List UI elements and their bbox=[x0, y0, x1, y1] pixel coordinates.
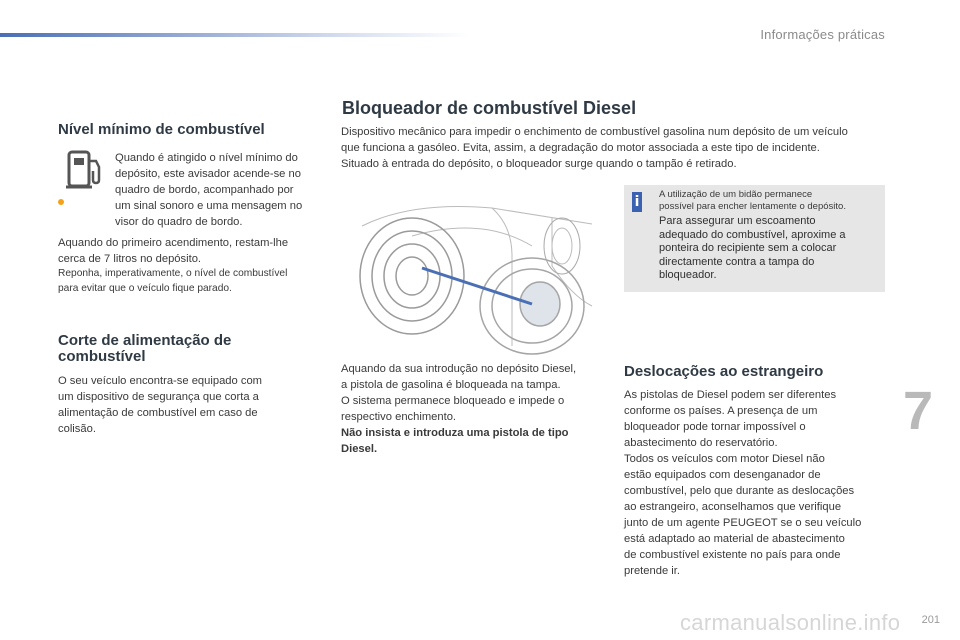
nivel-line-1: Quando é atingido o nível mínimo do bbox=[115, 152, 298, 164]
warning-bold-line-2: Diesel. bbox=[341, 443, 378, 455]
chapter-number: 7 bbox=[903, 381, 934, 441]
intro-line-2: que funciona a gasóleo. Evita, assim, a degradação do motor associada a este tipo de incidente. bbox=[341, 142, 820, 154]
below-line-1: Aquando da sua introdução no depósito Diesel, bbox=[341, 363, 577, 375]
corte-title-line-2: combustível bbox=[58, 348, 146, 365]
below-line-2: a pistola de gasolina é bloqueada na tampa. bbox=[341, 379, 561, 391]
info-small-line-2: possível para encher lentamente o depósito. bbox=[659, 201, 846, 212]
info-main-line-3: ponteira do recipiente sem a colocar bbox=[659, 242, 837, 254]
intro-line-3: Situado à entrada do depósito, o bloqueador surge quando o tampão é retirado. bbox=[341, 158, 737, 170]
desloc-line-6: estão equipados com desenganador de bbox=[624, 469, 821, 481]
info-main-line-1: Para assegurar um escoamento bbox=[659, 215, 816, 227]
info-main-line-2: adequado do combustível, aproxime a bbox=[659, 228, 846, 241]
fuel-pump-icon bbox=[66, 149, 106, 191]
section-header-title: Informações práticas bbox=[760, 27, 885, 42]
warning-light-dot bbox=[58, 199, 64, 205]
diesel-misfuel-device-illustration bbox=[352, 196, 598, 356]
main-title: Bloqueador de combustível Diesel bbox=[342, 98, 637, 118]
desloc-line-5: Todos os veículos com motor Diesel não bbox=[624, 453, 825, 465]
info-small-line-1: A utilização de um bidão permanece bbox=[659, 189, 813, 200]
desloc-line-11: de combustível existente no país para onde bbox=[624, 549, 841, 561]
desloc-line-3: bloqueador pode tornar impossível o bbox=[624, 421, 806, 433]
corte-line-3: alimentação de combustível em caso de bbox=[58, 407, 258, 419]
nivel-p3-line-2: para evitar que o veículo fique parado. bbox=[58, 283, 232, 294]
desloc-line-10: está adaptado ao material de abastecimento bbox=[624, 533, 845, 545]
nivel-minimo-title: Nível mínimo de combustível bbox=[58, 121, 265, 138]
nivel-p2-line-1: Aquando do primeiro acendimento, restam-lhe bbox=[58, 237, 289, 249]
desloc-line-2: conforme os países. A presença de um bbox=[624, 405, 818, 417]
nivel-line-4: um sinal sonoro e uma mensagem no bbox=[115, 200, 303, 212]
warning-bold-line-1: Não insista e introduza uma pistola de tipo bbox=[341, 427, 569, 439]
nivel-p2-line-2: cerca de 7 litros no depósito. bbox=[58, 253, 202, 265]
page-number: 201 bbox=[921, 614, 940, 626]
info-main-line-4: directamente contra a tampa do bbox=[659, 255, 815, 268]
corte-line-2: um dispositivo de segurança que corta a bbox=[58, 391, 259, 403]
header-gradient-bar bbox=[0, 33, 470, 37]
corte-line-4: colisão. bbox=[58, 423, 96, 435]
below-line-3: O sistema permanece bloqueado e impede o bbox=[341, 395, 565, 407]
nivel-line-2: depósito, este avisador acende-se no bbox=[115, 168, 301, 180]
nivel-line-3: quadro de bordo, acompanhado por bbox=[115, 184, 294, 196]
info-icon: i bbox=[632, 192, 642, 212]
desloc-line-1: As pistolas de Diesel podem ser diferentes bbox=[624, 389, 837, 401]
desloc-line-12: pretende ir. bbox=[624, 565, 680, 577]
desloc-line-4: abastecimento do reservatório. bbox=[624, 437, 778, 449]
intro-line-1: Dispositivo mecânico para impedir o enchimento de combustível gasolina num depósito de um veículo bbox=[341, 126, 848, 138]
desloc-line-8: ao estrangeiro, aconselhamos que verifique bbox=[624, 501, 842, 513]
desloc-line-7: combustível, pelo que durante as deslocações bbox=[624, 485, 855, 497]
corte-title-line-1: Corte de alimentação de bbox=[58, 332, 232, 349]
desloc-line-9: junto de um agente PEUGEOT se o seu veículo bbox=[624, 517, 862, 529]
watermark: carmanualsonline.info bbox=[680, 610, 901, 635]
info-note-box bbox=[624, 185, 885, 292]
nivel-line-5: visor do quadro de bordo. bbox=[115, 216, 243, 228]
deslocacoes-title: Deslocações ao estrangeiro bbox=[624, 363, 824, 380]
nivel-p3-line-1: Reponha, imperativamente, o nível de combustível bbox=[58, 268, 288, 279]
corte-line-1: O seu veículo encontra-se equipado com bbox=[58, 375, 262, 387]
below-line-4: respectivo enchimento. bbox=[341, 411, 457, 423]
info-main-line-5: bloqueador. bbox=[659, 269, 717, 281]
